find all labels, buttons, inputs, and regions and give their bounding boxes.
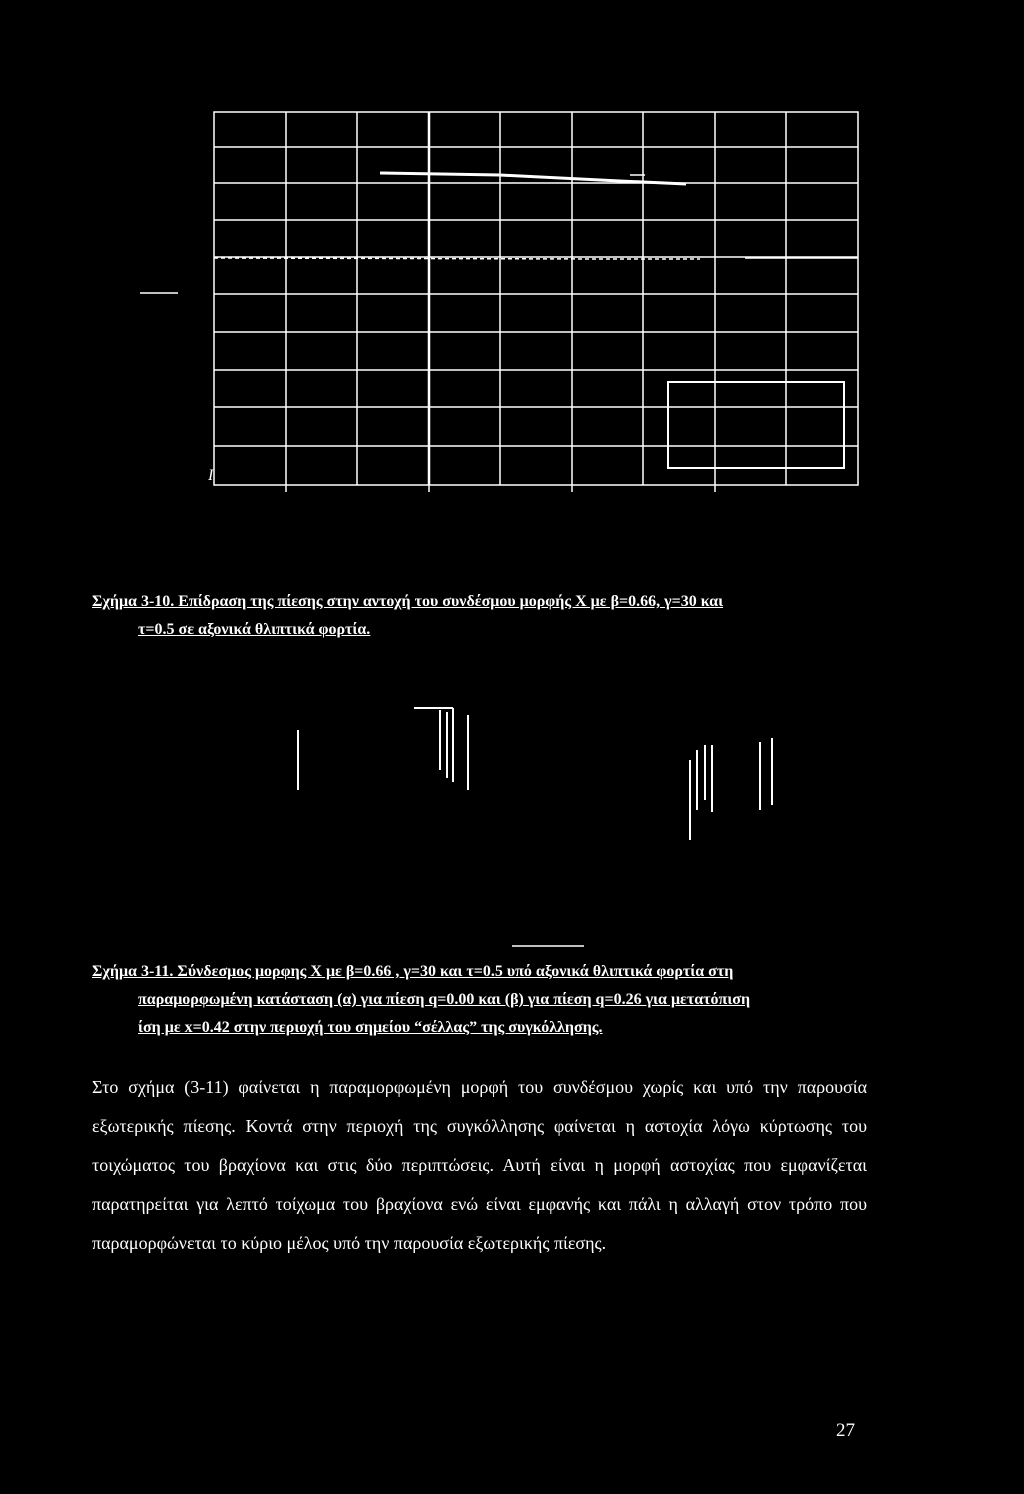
caption-line: Σχήμα 3-11. Σύνδεσμος μορφης Χ με β=0.66 , γ=30 και τ=0.5 υπό αξονικά θλιπτικά φορτία στη [92,963,734,980]
page-number: 27 [836,1420,855,1441]
figure-3-11-caption [92,958,872,1042]
caption-line: παραμορφωμένη κατάσταση (α) για πίεση q=0.00 και (β) για πίεση q=0.26 για μετατόπιση [138,991,751,1008]
caption-line: ίση με x=0.42 στην περιοχή του σημείου “σέλλας” της συγκόλλησης. [138,1019,603,1036]
body-paragraph: Στο σχήμα (3-11) φαίνεται η παραμορφωμένη μορφή του συνδέσμου χωρίς και υπό την παρουσία εξωτερικής πίεσης. Κοντά στην περιοχή της συγκόλλησης φαίνεται η αστοχία λόγω κύρτωσης του τοιχώματος του βραχίονα και στις δύο περιπτώσεις. Αυτή είναι η μορφή αστοχίας που εμφανίζεται παρατηρείται για λεπτό τοίχωμα του βραχίονα ενώ είναι εμφανής και πάλι η αλλαγή στον τρόπο που παραμορφώνεται το κύριο μέλος υπό την παρουσία εξωτερικής πίεσης. [92,1077,867,1253]
axis-glyph: I [208,467,214,484]
caption-line: τ=0.5 σε αξονικά θλιπτικά φορτία. [138,621,371,638]
caption-line: Σχήμα 3-10. Επίδραση της πίεσης στην αντοχή του συνδέσμου μορφής Χ με β=0.66, γ=30 και [92,593,724,610]
